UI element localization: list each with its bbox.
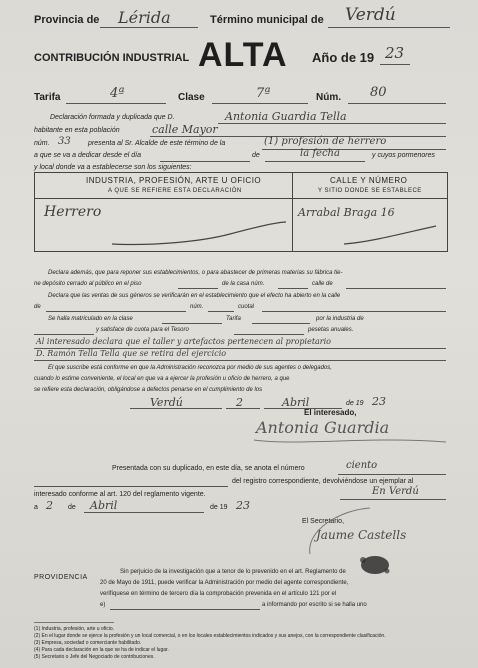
- scribble-line: [110, 218, 290, 248]
- col1-subtitle: A QUE SE REFIERE ESTA DECLARACIÓN: [108, 188, 242, 194]
- providencia-underline: [110, 609, 260, 610]
- admin-month: Abril: [90, 499, 118, 512]
- providencia-line2: 20 de Mayo de 1911, puede verificar la Administración por medio del agente correspondiente,: [100, 580, 349, 586]
- body-line6a: y satisface de cuota para el Tesoro: [96, 327, 189, 333]
- col2-subtitle: Y SITIO DONDE SE ESTABLECE: [318, 188, 422, 194]
- tarifa2-underline: [252, 323, 310, 324]
- cuota2-underline: [34, 334, 94, 335]
- body-line3: Declara que las ventas de sus géneros se verificarán en el establecimiento que el efecto ha abierto en la calle: [48, 293, 341, 299]
- footnote-5: (5) Secretario o Jefe del Negociado de contribuciones.: [34, 654, 155, 660]
- calle2-underline: [46, 311, 186, 312]
- num-value: 80: [370, 85, 387, 100]
- date-year-prefix: de 19: [346, 400, 364, 407]
- signature-flourish: [250, 434, 450, 448]
- body-line4b: núm.: [190, 304, 204, 310]
- date-year: 23: [372, 395, 386, 408]
- admin-day: 2: [46, 499, 53, 512]
- body-line2a: ne depósito cerrado al público en el piso: [34, 281, 142, 287]
- col1-title: INDUSTRIA, PROFESIÓN, ARTE U OFICIO: [86, 176, 262, 185]
- termino-underline: [328, 27, 450, 28]
- col2-title: CALLE Y NÚMERO: [330, 176, 408, 185]
- body-line2c: calle de: [312, 281, 333, 287]
- providencia-line3: verifíquese en término de tercero día la comprobación prevenida en el artículo 121 por el: [100, 591, 337, 597]
- secretary-label: El Secretario,: [302, 518, 345, 525]
- tarifa-underline: [66, 103, 166, 104]
- declaration-line4c: y cuyos pormenores: [372, 152, 436, 159]
- fecha-underline: [265, 161, 365, 162]
- street-value: calle Mayor: [152, 123, 218, 136]
- body-line11: se refiere esta declaración, obligándose a defectos penarse en el cumplimiento de los: [34, 387, 263, 393]
- cuota-underline: [262, 311, 446, 312]
- house-number: 33: [58, 136, 71, 147]
- calle-underline: [346, 288, 446, 289]
- providencia-line1: Sin perjuicio de la investigación que a tenor de lo prevenido en el art. Reglamento de: [120, 569, 346, 575]
- piso-underline: [178, 288, 218, 289]
- body-line4c: cuotal: [238, 304, 255, 310]
- activity-start: (1) profesión de herrero: [264, 136, 387, 147]
- admin-line4c: de 19: [210, 504, 228, 511]
- provincia-label: Provincia de: [34, 14, 100, 26]
- body-line5a: Se halla matriculado en la clase: [48, 316, 133, 322]
- admin-line4a: a: [34, 504, 38, 511]
- num-label: Núm.: [316, 92, 341, 103]
- admin-line3: interesado conforme al art. 120 del reglamento vigente.: [34, 491, 206, 498]
- note2-underline: [34, 360, 446, 361]
- termino-value: Verdú: [345, 5, 396, 25]
- casa-underline: [278, 288, 308, 289]
- day-underline: [160, 161, 250, 162]
- num-underline: [348, 103, 446, 104]
- termino-label: Término municipal de: [210, 14, 324, 26]
- declaration-line4a: a que se va a dedicar desde el día: [34, 152, 142, 159]
- clase-value: 7ª: [256, 86, 271, 101]
- handwritten-note-1: Al interesado declara que el taller y artefactos pertenecen al propietario: [36, 337, 331, 346]
- registro-underline: [338, 474, 446, 475]
- date-month: Abril: [282, 396, 310, 409]
- registro-number: ciento: [346, 460, 378, 471]
- body-line1: Declara además, que para reponer sus establecimientos, o para abastecer de primeras materias su fábrica tie-: [48, 270, 343, 276]
- admin-year: 23: [236, 499, 250, 512]
- provincia-underline: [100, 27, 198, 28]
- admin-month-underline: [84, 512, 204, 513]
- contribucion-label: CONTRIBUCIÓN INDUSTRIAL: [34, 52, 190, 64]
- secretary-signature: Jaume Castells: [316, 528, 407, 542]
- declarant-underline: [218, 123, 446, 124]
- anio-value: 23: [385, 44, 405, 62]
- footnote-1: (1) Industria, profesión, arte u oficio.: [34, 626, 115, 632]
- admin-line4b: de: [68, 504, 76, 511]
- ink-stain: [355, 552, 395, 578]
- clase-underline: [212, 103, 308, 104]
- num-prefix: núm.: [34, 140, 50, 147]
- body-line6b: pesetas anuales.: [308, 327, 354, 333]
- body-line2b: de la casa núm.: [222, 281, 265, 287]
- activity-value: Herrero: [44, 204, 102, 220]
- declaration-line2: habitante en esta población: [34, 127, 120, 134]
- tarifa-label: Tarifa: [34, 92, 61, 103]
- handwritten-note-2: D. Ramón Tella Tella que se retira del ejercicio: [36, 349, 227, 358]
- table-header-rule: [34, 198, 447, 199]
- provincia-value: Lérida: [118, 8, 171, 27]
- clase-label: Clase: [178, 92, 205, 103]
- admin-place: En Verdú: [372, 486, 419, 497]
- body-line5b: Tarifa: [226, 316, 241, 322]
- tesoro-underline: [234, 334, 304, 335]
- footnote-3: (3) Empresa, sociedad o comerciante habilitado.: [34, 640, 142, 646]
- clase2-underline: [162, 323, 222, 324]
- date-value: la fecha: [300, 148, 340, 159]
- declaration-line1: Declaración formada y duplicada que D.: [50, 114, 175, 121]
- admin-line2-underline: [34, 486, 228, 487]
- declaration-line5: y local donde va a establecerse son los siguientes:: [34, 164, 192, 171]
- admin-line2: del registro correspondiente, devolviéndose un ejemplar al: [232, 478, 414, 485]
- body-line9: El que suscribe está conforme en que la Administración reconozca por medio de sus agentes o delegados,: [48, 365, 332, 371]
- declarant-name: Antonia Guardia Tella: [225, 110, 347, 123]
- secretary-flourish: [300, 500, 380, 560]
- anio-underline: [380, 64, 410, 65]
- interesado-label: El interesado,: [304, 408, 357, 417]
- body-line5c: por la industria de: [316, 316, 364, 322]
- footnote-4: (4) Para cada declaración en la que se ha de indicar el lugar.: [34, 647, 169, 653]
- date-day: 2: [236, 396, 243, 409]
- admin-line1: Presentada con su duplicado, en este día, se anota el número: [112, 465, 305, 472]
- date-place: Verdú: [150, 396, 183, 409]
- footnote-rule: [34, 622, 114, 623]
- location-value: Arrabal Braga 16: [298, 206, 395, 219]
- body-line4a: de: [34, 304, 41, 310]
- num2-underline: [208, 311, 234, 312]
- footnote-2: (2) En el lugar donde se ejerce la profesión y un local comercial, o en los locales establecimientos indicados y sus anejos, con la correspondiente clasificación.: [34, 633, 386, 639]
- day2-underline: [226, 408, 260, 409]
- providencia-line4b: a informando por escrito si se halla uno: [262, 602, 367, 608]
- anio-label: Año de 19: [312, 50, 375, 65]
- body-line10: cuando lo estime conveniente, el local en que va a ejercer la profesión u oficio de herrero, a que: [34, 376, 290, 382]
- providencia-label: PROVIDENCIA: [34, 574, 88, 581]
- scribble-line-2: [340, 220, 440, 248]
- alta-title: ALTA: [198, 36, 288, 74]
- declaration-line4b: de: [252, 152, 260, 159]
- tarifa-value: 4ª: [110, 86, 125, 101]
- activity-underline: [262, 149, 446, 150]
- interesado-signature: Antonia Guardia: [256, 418, 390, 437]
- declaration-line3: presenta al Sr. Alcalde de este término de la: [88, 140, 226, 147]
- providencia-line4: e): [100, 602, 106, 608]
- table-divider: [292, 172, 293, 251]
